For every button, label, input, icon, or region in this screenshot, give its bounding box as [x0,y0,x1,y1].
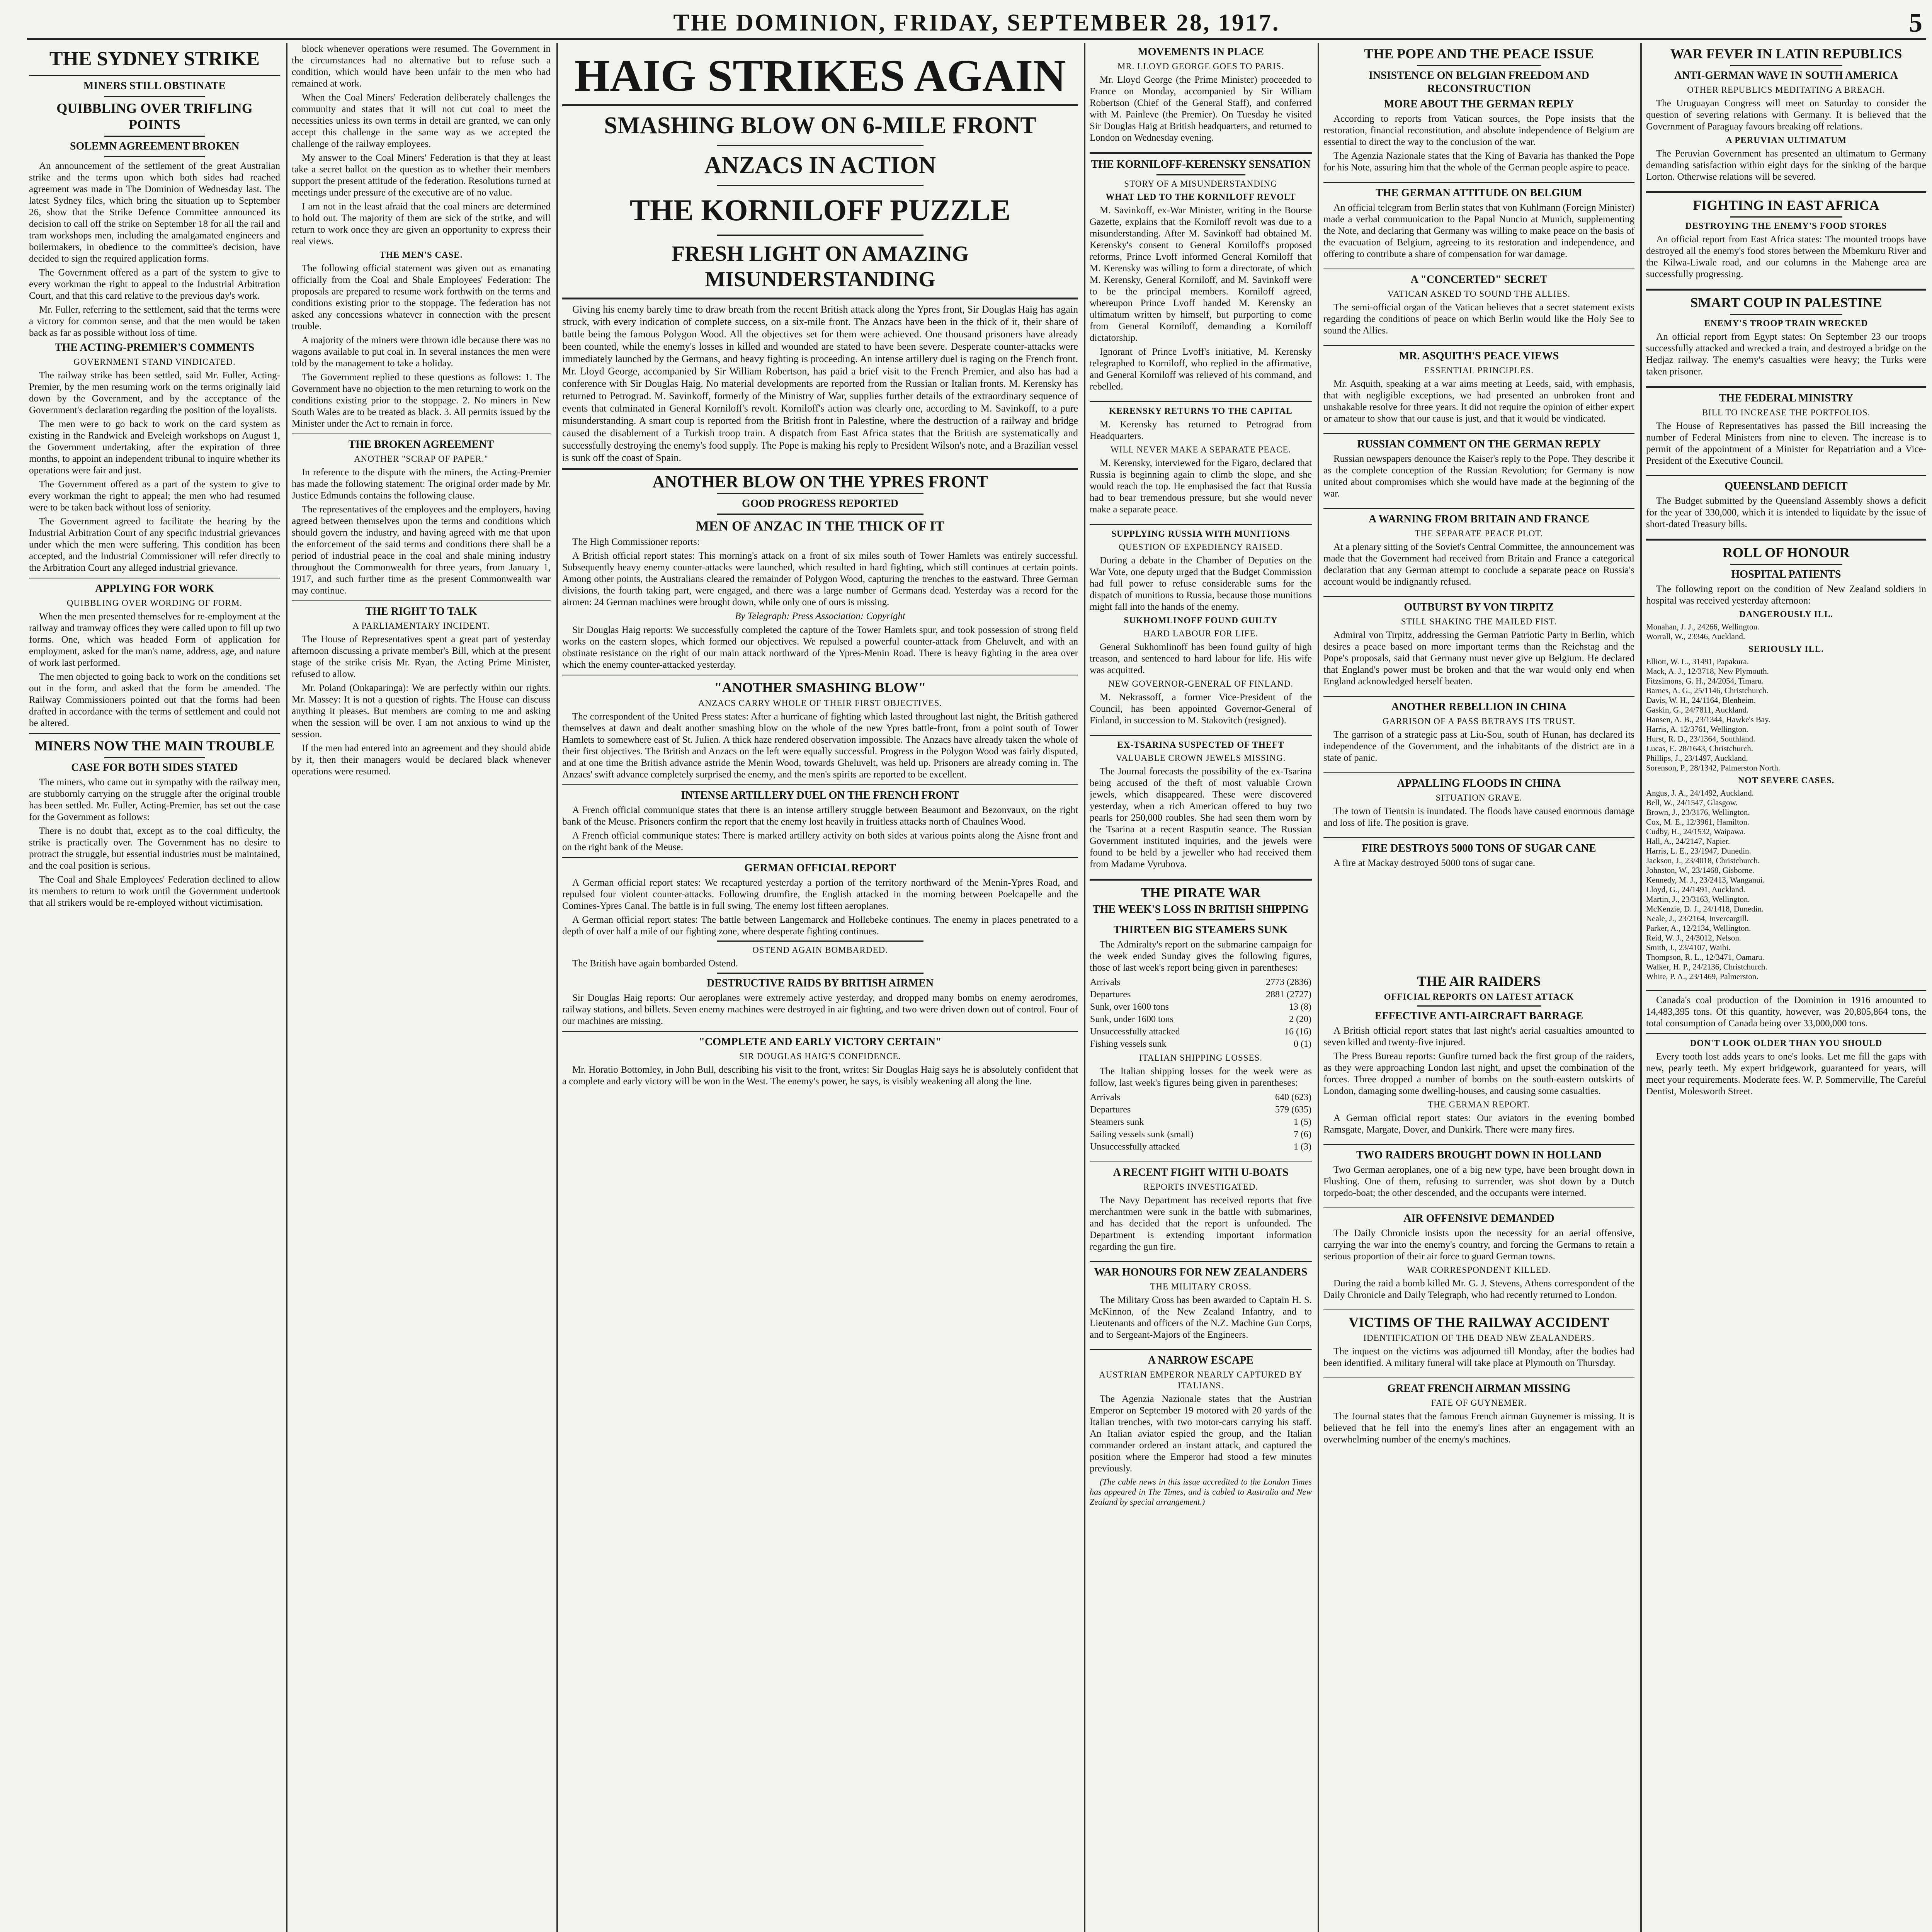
subhead: A RECENT FIGHT WITH U-BOATS [1113,1167,1289,1179]
paragraph: A British official report states that last night's aerial casualties amounted to seven killed and twenty-five injured. [1323,1026,1634,1048]
subhead: GREAT FRENCH AIRMAN MISSING [1387,1383,1571,1395]
paragraph: Mr. Horatio Bottomley, in John Bull, describing his visit to the front, writes: Sir Douglas Haig says he is absolutely confident that a complete and early victory will be won in the West. The enemy's power, he says, is visibly weakening all along the line. [562,1065,1078,1087]
paragraph: M. Savinkoff, ex-War Minister, writing in the Bourse Gazette, explains that the Korniloff revolt was due to a misunderstanding. After M. Savinkoff had obtained M. Kerensky's consent to General Korniloff's proposed reforms, Prince Lvoff informed General Korniloff that M. Kerensky was willing to form a directorate, of which M. Kerensky, General Korniloff, and M. Savinkoff were to be the principal members. Korniloff agreed, whereupon Prince Lvoff handed M. Kerensky an ultimatum written by himself, but purporting to come from General Korniloff, demanding a Korniloff dictatorship. [1090,205,1312,343]
table-row: Arrivals 640 (623) [1090,1092,1311,1102]
subhead: WHAT LED TO THE KORNILOFF REVOLT [1105,192,1296,202]
subhead: GOVERNMENT STAND VINDICATED. [73,357,236,367]
column-rule [286,43,287,1932]
paragraph: Sir Douglas Haig reports: Our aeroplanes were extremely active yesterday, and dropped many bombs on enemy aerodromes, railway stations, and billets. Seven enemy machines were destroyed in air fighting, and two were driven down out of control. Four of our machines are missing. [562,993,1078,1026]
subhead: SITUATION GRAVE. [1435,793,1522,803]
paragraph: Mr. Fuller, referring to the settlement, said that the terms were a victory for common sense, and that the men would be taken back as far as possible without loss of time. [29,304,280,338]
table-row: Arrivals 2773 (2836) [1090,977,1311,987]
subhead: SMART COUP IN PALESTINE [1690,295,1882,310]
subhead: DESTRUCTIVE RAIDS BY BRITISH AIRMEN [706,977,934,989]
subhead: QUIBBLING OVER WORDING OF FORM. [66,598,243,608]
table-row: Sailing vessels sunk (small) 7 (6) [1090,1129,1311,1139]
subhead: WAR FEVER IN LATIN REPUBLICS [1670,46,1902,61]
paragraph: A British official report states: This morning's attack on a front of six miles south of Tower Hamlets was entirely successful. Subsequently heavy enemy counter-attacks were launched, which resulted in hard fighting, which still continues at certain points. Among other points, the Australians cleared the remainder of Polygon Wood, capturing the trenches to the eastward. Three German divisions, the fourth taking part, were engaged, and there was a large number of Germans dead. Yesterday was a record for the airmen: 24 German machines were brought down, while only one of ours is missing. [562,551,1078,607]
subhead: AIR OFFENSIVE DEMANDED [1403,1213,1554,1225]
story-air-raiders [1323,973,1634,1136]
paragraph: M. Kerensky, interviewed for the Figaro, declared that Russia is beginning again to climb the slope, and she would reach the top. He emphasised the fact that Russia had to bear tremendous pressure, but she would never make a separate peace. [1090,458,1312,515]
paragraph: Mr. Lloyd George (the Prime Minister) proceeded to France on Monday, accompanied by Sir William Robertson (Chief of the General Staff), and conferred with M. Painleve (the Premier). On Tuesday he visited Sir Douglas Haig at British headquarters, and returned to London on Wednesday evening. [1090,75,1312,143]
subhead: VICTIMS OF THE RAILWAY ACCIDENT [1349,1315,1609,1330]
table-row: Sunk, over 1600 tons 13 (8) [1090,1002,1311,1012]
subhead: SERIOUSLY ILL. [1748,644,1824,654]
story-movements [1090,46,1312,144]
story-narrow-escape [1090,1354,1312,1507]
paragraph: The Government agreed to facilitate the hearing by the Industrial Arbitration Court of any specific industrial grievances under which the men were suffering. This condition has been accepted, and the Industrial Commissioner will refer directly to the Arbitration Court any alleged industrial grievance. [29,516,280,573]
paragraph: There is no doubt that, except as to the coal difficulty, the strike is practically over. The Government has no desire to protract the struggle, but essential industries must be maintained, and the coal position is serious. [29,826,280,871]
paragraph: The Uruguayan Congress will meet on Saturday to consider the question of severing relations with Germany. It is believed that the Government of Paraguay favours breaking off relations. [1646,98,1926,132]
advert-headline: DON'T LOOK OLDER THAN YOU SHOULD [1690,1038,1883,1048]
list-item: Brown, J., 23/3176, Wellington. [1646,808,1750,817]
subhead: A PARLIAMENTARY INCIDENT. [352,621,490,631]
subhead: BILL TO INCREASE THE PORTFOLIOS. [1702,408,1871,417]
subhead: MORE ABOUT THE GERMAN REPLY [1384,98,1574,110]
subhead: SIR DOUGLAS HAIG'S CONFIDENCE. [739,1051,901,1061]
paragraph: The men were to go back to work on the card system as existing in the Randwick and Eveleigh workshops on August 1, the Government undertaking, after the expiration of three months, to appoint an independent tribunal to inquire whether its operations were fair and just. [29,419,280,476]
table-row: Unsuccessfully attacked 16 (16) [1090,1027,1311,1037]
story-belgium [1323,187,1634,260]
story-two-raiders [1323,1149,1634,1199]
list-item: Harris, L. E., 23/1947, Dunedin. [1646,846,1751,855]
story-haig-strikes-again [562,51,1078,1087]
paragraph: The British have again bombarded Ostend. [572,958,738,969]
subhead: EX-TSARINA SUSPECTED OF THEFT [1117,740,1284,750]
paragraph: A German official report states: We recaptured yesterday a portion of the territory northward of the Menin-Ypres Road, and repulsed four violent counter-attacks. Following drumfire, the English attacked in the morning between Poelcapelle and the Comines-Ypres Canal. The battle is in full swing. The enemy lost fifteen aeroplanes. [562,878,1078,911]
paragraph: block whenever operations were resumed. The Government in the circumstances had no alternative but to refuse such a condition, which would have been unfair to the men who had remained at work. [292,44,551,89]
story-warning [1323,513,1634,588]
subhead: MOVEMENTS IN PLACE [1138,46,1264,58]
subhead: ITALIAN SHIPPING LOSSES. [1139,1053,1263,1063]
deck: MINERS STILL OBSTINATE [83,80,226,92]
paragraph: A French official communique states: There is marked artillery activity on both sides at various points along the Aisne front and on the right bank of the Meuse. [562,830,1078,852]
italian-shipping-table [1090,1091,1312,1153]
headline-deck: THE KORNILOFF PUZZLE [629,193,1011,227]
subhead: ENEMY'S TROOP TRAIN WRECKED [1704,318,1868,328]
paragraph: M. Kerensky has returned to Petrograd from Headquarters. [1090,419,1312,441]
list-item: Hurst, R. D., 23/1364, Southland. [1646,734,1755,743]
table-row: Steamers sunk 1 (5) [1090,1117,1311,1127]
paragraph: An announcement of the settlement of the great Australian strike and the terms upon which both sides had reached agreement was made in The Dominion of Wednesday last. The latest Sydney files, which bring the situation up to September 26, show that the Strike Defence Committee announced its decision to call off the strike on September 18 for all the rail and tram workshops men, including the amalgamated engineers and boilermakers, in obedience to the committee's decision, have decided to sign the required application forms. [29,161,280,264]
advert-text: Every tooth lost adds years to one's looks. Let me fill the gaps with new, pearly teeth. My expert bridgework, guaranteed for years, will meet your requirements. Moderate fees. W. P. Sommerville, The Careful Dentist, Molesworth Street. [1646,1051,1926,1097]
paragraph: The Journal forecasts the possibility of the ex-Tsarina being accused of the theft of most valuable Crown jewels, which disappeared. These were discovered yesterday, when a rich American offered to buy two pearls for 250,000 roubles. She had seen them worn by the Tsarina at a recent Rasputin seance. The Russian Government instituted inquiries, and the jewels were found to be held by a jeweller who had received them from Madame Vyrubova. [1090,766,1312,869]
paragraph: During the raid a bomb killed Mr. G. J. Stevens, Athens correspondent of the Daily Chronicle and Daily Telegraph, who had recently returned to London. [1323,1278,1634,1300]
story-china-rebellion [1323,701,1634,764]
list-item: Angus, J. A., 24/1492, Auckland. [1646,788,1754,798]
paragraph: The Military Cross has been awarded to Captain H. S. McKinnon, of the New Zealand Infantry, and to Lieutenants and officers of the N.Z. Machine Gun Corps, and to Sergeant-Majors of the Engineers. [1090,1295,1312,1340]
subhead: HARD LABOUR FOR LIFE. [1143,629,1259,638]
list-item: Mack, A. J., 12/3718, New Plymouth. [1646,667,1769,676]
subhead: NOT SEVERE CASES. [1738,776,1835,785]
list-item: Hansen, A. B., 23/1344, Hawke's Bay. [1646,715,1770,724]
paragraph: The Government replied to these questions as follows: 1. The Government have no objection to the men returning to work on the conditions existing prior to the stoppage. 2. No miners in New South Wales are to be treated as black. 3. All permits issued by the Minister under the Act to remain in force. [292,372,551,429]
subhead: QUEENSLAND DEFICIT [1725,480,1848,492]
subhead: FATE OF GUYNEMER. [1431,1398,1527,1408]
paragraph: According to reports from Vatican sources, the Pope insists that the restoration, financial reconstitution, and absolute independence of Belgium are essential to direct the way to the conclusion of the war. [1323,114,1634,147]
list-item: Davis, W. H., 24/1164, Blenheim. [1646,696,1756,705]
table-row: Departures 2881 (2727) [1090,990,1311,1000]
subhead: EFFECTIVE ANTI-AIRCRAFT BARRAGE [1374,1010,1583,1022]
headline-deck: SMASHING BLOW ON 6-MILE FRONT [604,112,1036,139]
subhead: THE RIGHT TO TALK [365,605,477,617]
column-6 [1323,43,1634,963]
column-7 [1646,43,1926,1932]
paragraph: The Agenzia Nazionale states that the Austrian Emperor on September 19 motored with 20 yards of the Italian trenches, with two motor-cars carrying his staff. An Italian aviator espied the group, and the Italian commander ordered an instant attack, and captured the position where the Emperor had stood a few minutes previously. [1090,1394,1312,1474]
paragraph: The men objected to going back to work on the conditions set out in the form, and asked that the form be amended. The Railway Commissioners pointed out that the forms had been drafted in accordance with the terms of settlement and could not be altered. [29,672,280,728]
paragraph: The Admiralty's report on the submarine campaign for the week ended Sunday gives the following figures, those of last week's report being given in parentheses: [1090,939,1312,973]
subhead: WAR CORRESPONDENT KILLED. [1407,1265,1551,1275]
story-war-honours [1090,1266,1312,1341]
subhead: THE PIRATE WAR [1141,885,1261,900]
subhead: GARRISON OF A PASS BETRAYS ITS TRUST. [1382,716,1576,726]
story-air-offensive [1323,1212,1634,1301]
paragraph: An official telegram from Berlin states that von Kuhlmann (Foreign Minister) made a verbal communication to the Papal Nuncio at Munich, supplementing the Note, and declaring that Germany was willing to make peace on the basis of the evacuation of Belgium, agreeing to its restoration and independence, and offering to contribute a share of compensation for war damage. [1323,202,1634,259]
subhead: "ANOTHER SMASHING BLOW" [714,680,926,695]
subhead: ANTI-GERMAN WAVE IN SOUTH AMERICA [1674,70,1898,82]
story-railway-accident [1323,1314,1634,1369]
column-1 [29,43,280,1932]
paragraph: When the Coal Miners' Federation deliberately challenges the community and states that it will not cut coal to meet the necessities unless its own terms in detail are granted, we can only accept this challenge in the same way as we accepted the challenge of the railway employees. [292,92,551,149]
subhead: MEN OF ANZAC IN THE THICK OF IT [696,518,945,534]
subhead: SUKHOMLINOFF FOUND GUILTY [1124,616,1278,625]
subhead: "COMPLETE AND EARLY VICTORY CERTAIN" [699,1036,942,1048]
list-item: Worrall, W., 23346, Auckland. [1646,632,1745,641]
paragraph: A French official communique states that there is an intense artillery struggle between Beaumont and Bezonvaux, on the right bank of the Meuse. Prisoners confirm the report that the enemy lost heavily in fruitless attacks north of Chaulnes Wood. [562,805,1078,827]
paragraph: I am not in the least afraid that the coal miners are determined to hold out. The majority of them are sick of the strike, and will return to work once they are given an opportunity to express their real views. [292,201,551,247]
table-row: Departures 579 (635) [1090,1105,1311,1115]
paragraph: The following report on the condition of New Zealand soldiers in hospital was received yesterday afternoon: [1646,584,1926,606]
story-concerted-secret [1323,273,1634,337]
subhead: OTHER REPUBLICS MEDITATING A BREACH. [1687,85,1885,95]
paragraph: An official report from East Africa states: The mounted troops have destroyed all the enemy's food stores between the Mbemkuru River and the Kilwa-Liwale road, and our columns in the Mahenge area are successfully progressing. [1646,234,1926,279]
paragraph: A German official report states: The battle between Langemarck and Hollebeke continues. The enemy in places penetrated to a depth of over half a mile of our fighting zone, where desperate fighting continues. [562,915,1078,937]
column-rule [1640,43,1642,1932]
column-3 [562,43,1078,1932]
paragraph: In reference to the dispute with the miners, the Acting-Premier has made the following statement: The original order made by Mr. Justice Edmunds contains the following clause. [292,467,551,501]
story-pirate-war [1090,884,1312,1153]
list-item: Cudby, H., 24/1532, Waipawa. [1646,827,1746,836]
paragraph: The Peruvian Government has presented an ultimatum to Germany demanding satisfaction within eight days for the sinking of the barque Lorton. Otherwise relations will be severed. [1646,148,1926,182]
subhead: STORY OF A MISUNDERSTANDING [1124,179,1277,189]
byline: By Telegraph: Press Association: Copyright [735,611,905,621]
paragraph: The Government offered as a part of the system to give to every workman the right to appeal; the men who had resumed were to be taken back without loss of seniority. [29,479,280,513]
paragraph: The garrison of a strategic pass at Liu-Sou, south of Hunan, has declared its independence of the Government, and the inhabitants of the district are in a state of panic. [1323,730,1634,763]
paragraph: During a debate in the Chamber of Deputies on the War Vote, one deputy urged that the Budget Commission had full power to refuse considerable sums for the dispatch of munitions to Russia, because those munitions might fall into the hands of the enemy. [1090,555,1312,612]
page-number: 5 [1909,8,1922,38]
shipping-table [1090,976,1312,1050]
paragraph: Mr. Asquith, speaking at a war aims meeting at Leeds, said, with emphasis, that with negligible exceptions, we had presented an unbroken front and unshakable resolve for three years. It did not require the opinion of either expert or amateur to show that our cause is just, and that it would be vindicated. [1323,379,1634,424]
subhead: OSTEND AGAIN BOMBARDED. [752,945,888,955]
story-tirpitz [1323,601,1634,687]
subhead: FIRE DESTROYS 5000 TONS OF SUGAR CANE [1362,842,1596,854]
subhead: MR. LLOYD GEORGE GOES TO PARIS. [1117,61,1284,71]
main-headline: HAIG STRIKES AGAIN [574,50,1066,101]
paragraph: Russian newspapers denounce the Kaiser's reply to the Pope. They describe it as the complete conception of the Russian Revolution; for Germany is now united about compromises which she would have made at the beginning of the war. [1323,454,1634,499]
list-item: Gaskin, G., 24/7811, Auckland. [1646,705,1749,714]
subhead: INSISTENCE ON BELGIAN FREEDOM AND RECONSTRUCTION [1369,70,1589,95]
list-item: Bell, W., 24/1547, Glasgow. [1646,798,1738,807]
story-korniloff [1090,158,1312,393]
paragraph: A fire at Mackay destroyed 5000 tons of sugar cane. [1333,858,1536,868]
subhead: ROLL OF HONOUR [1723,545,1850,560]
paragraph: The Agenzia Nazionale states that the King of Bavaria has thanked the Pope for his Note, assuring him that the whole of the German people aspire to peace. [1323,151,1634,173]
story-roll-of-honour [1646,544,1926,981]
deck: QUIBBLING OVER TRIFLING POINTS [56,100,253,132]
subhead: A NARROW ESCAPE [1148,1354,1254,1366]
paragraph: Canada's coal production of the Dominion in 1916 amounted to 14,483,395 tons. Of this quantity, however, was 20,805,864 tons, the total consumption of Canada being over 33,000,000 tons. [1646,995,1926,1029]
subhead: THE WEEK'S LOSS IN BRITISH SHIPPING [1093,903,1309,915]
subhead: WILL NEVER MAKE A SEPARATE PEACE. [1110,445,1291,454]
subhead: THE BROKEN AGREEMENT [348,439,494,451]
paragraph: The inquest on the victims was adjourned till Monday, after the bodies had been identified. A military funeral will take place at Plymouth on Thursday. [1323,1346,1634,1368]
story-pope [1323,46,1634,173]
list-item: Hall, A., 24/2147, Napier. [1646,837,1730,846]
subhead: THIRTEEN BIG STEAMERS SUNK [1113,924,1288,936]
paragraph: The Press Bureau reports: Gunfire turned back the first group of the raiders, as they were approaching London last night, and upset the combination of the forces. Three dropped a number of bombs on the south-eastern outskirts of London, damaging some dwelling-houses, and causing some casualties. [1323,1051,1634,1096]
list-item: Sorenson, P., 28/1342, Palmerston North. [1646,763,1781,772]
list-item: Phillips, J., 23/1497, Auckland. [1646,753,1748,763]
paragraph: The Coal and Shale Employees' Federation declined to allow its members to return to work until the Government undertook that all strikers would be re-employed without victimisation. [29,874,280,908]
list-item: Martin, J., 23/3163, Wellington. [1646,895,1750,904]
paragraph: The High Commissioner reports: [572,537,700,547]
headline-deck: ANZACS IN ACTION [704,152,936,179]
list-item: Smith, J., 23/4107, Waihi. [1646,943,1731,952]
subhead: APPALLING FLOODS IN CHINA [1397,777,1561,789]
paragraph: Mr. Poland (Onkaparinga): We are perfectly within our rights. Mr. Massey: It is not a question of rights. The House can discuss anything it pleases. But members are coming to me and asking when the session will be over. I am not anxious to wind up the session. [292,683,551,740]
subhead: GERMAN OFFICIAL REPORT [744,862,896,874]
table-row: Fishing vessels sunk 0 (1) [1090,1039,1311,1049]
column-rule [1318,43,1319,1932]
subhead: THE KORNILOFF-KERENSKY SENSATION [1091,158,1311,170]
paragraph: The Budget submitted by the Queensland Assembly shows a deficit for the year of 330,000, which it is intended to liquidate by the issue of short-dated Treasury bills. [1646,496,1926,529]
subhead: SUPPLYING RUSSIA WITH MUNITIONS [1111,529,1290,539]
paragraph: The House of Representatives spent a great part of yesterday afternoon discussing a private member's Bill, which at the present stage of the strike crisis Mr. Ryan, the Acting Prime Minister, refused to allow. [292,634,551,679]
subhead: NEW GOVERNOR-GENERAL OF FINLAND. [1108,679,1294,689]
paragraph: The miners, who came out in sympathy with the railway men, are stubbornly carrying on the struggle after the original trouble has been settled. Mr. Fuller, Acting-Premier, has set out the case for the Government as follows: [29,777,280,822]
paragraph: The Journal states that the famous French airman Guynemer is missing. It is believed that he fell into the enemy's lines after an engagement with an overwhelming number of the enemy's machines. [1323,1411,1634,1445]
subhead: VATICAN ASKED TO SOUND THE ALLIES. [1387,289,1571,299]
paragraph: The following official statement was given out as emanating officially from the Coal and Shale Employees' Federation: The proposals are prepared to resume work forthwith on the terms and conditions existing prior to the stoppage. The federation has not asked any concessions whatever in connection with the present trouble. [292,263,551,332]
list-item: Neale, J., 23/2164, Invercargill. [1646,914,1749,923]
subhead: A PERUVIAN ULTIMATUM [1726,135,1847,145]
masthead [27,7,1926,40]
subhead: HOSPITAL PATIENTS [1731,568,1841,580]
list-item: Monahan, J. J., 24266, Wellington. [1646,622,1760,631]
story-china-floods [1323,777,1634,829]
paragraph: The House of Representatives has passed the Bill increasing the number of Federal Ministers from nine to eleven. The increase is to permit of the appointment of a Minister for Repatriation and a Vice-President of the Executive Council. [1646,421,1926,466]
subhead: MR. ASQUITH'S PEACE VIEWS [1399,350,1559,362]
paragraph: A German official report states: Our aviators in the evening bombed Ramsgate, Margate, Dover, and Dunkirk. There were many fires. [1323,1113,1634,1135]
paragraph: A majority of the miners were thrown idle because there was no wagons available to put coal in. In several instances the men were told by the management to take a holiday. [292,335,551,369]
paragraph: Two German aeroplanes, one of a big new type, have been brought down in Flushing. One of them, refusing to surrender, was shot down by a Dutch torpedo-boat; the other descended, and the occupants were interned. [1323,1165,1634,1198]
list-item: Thompson, R. L., 12/3471, Oamaru. [1646,952,1764,962]
subhead: QUESTION OF EXPEDIENCY RAISED. [1119,542,1283,552]
paragraph: The Italian shipping losses for the week were as follow, last week's figures being given in parentheses: [1090,1066,1312,1088]
subhead: THE AIR RAIDERS [1417,973,1541,989]
subhead: STILL SHAKING THE MAILED FIST. [1401,617,1557,626]
story-federal-ministry [1646,392,1926,467]
list-item: Barnes, A. G., 25/1146, Christchurch. [1646,686,1769,695]
subhead: MINERS NOW THE MAIN TROUBLE [34,738,275,753]
story-queensland-deficit [1646,480,1926,530]
list-item: Lucas, E. 28/1643, Christchurch. [1646,744,1753,753]
list-item: Cox, M. E., 12/3961, Hamilton. [1646,817,1750,827]
story-russian-comment [1323,438,1634,500]
subhead: A WARNING FROM BRITAIN AND FRANCE [1369,513,1589,525]
story-tsarina [1090,740,1312,870]
column-rule [556,43,558,1932]
list-item: Reid, W. J., 24/3012, Nelson. [1646,933,1742,942]
paragraph: The representatives of the employees and the employers, having agreed between themselves upon the terms and conditions which should govern the industry, and having agreed with me that upon the enforcement of the said terms and conditions there shall be a period of industrial peace in the coal and shale mining industry throughout the Commonwealth for three years, from January 1, 1917, and such further time as the present Commonwealth war may continue. [292,504,551,596]
subhead: ESSENTIAL PRINCIPLES. [1424,366,1534,375]
paragraph: At a plenary sitting of the Soviet's Central Committee, the announcement was made that the Government had received from Britain and France a categorical declaration that any German attempt to conclude a separate peace on Russia's account would be indignantly refused. [1323,542,1634,587]
subhead: OUTBURST BY VON TIRPITZ [1404,601,1554,613]
list-item: Elliott, W. L., 31491, Papakura. [1646,657,1749,666]
subhead: KERENSKY RETURNS TO THE CAPITAL [1109,406,1293,416]
story-french-airman [1323,1382,1634,1446]
story-east-africa [1646,197,1926,280]
lead-paragraph: Giving his enemy barely time to draw breath from the recent British attack along the Ypres front, Sir Douglas Haig has again struck, with every indication of complete success, on a six-mile front. The Anzacs have been in the thick of it, their share of battle being the famous Polygon Wood. All the objectives set for them were achieved. One thousand prisoners have already been counted, while the enemy's losses in killed and wounded are stated to have been severe. Desperate counter-attacks were immediately launched by the Germans, and heavy fighting is proceeding. An intense artillery duel is raging on the French front. Mr. Lloyd George, accompanied by Sir William Robertson, has paid a brief visit to the French Premier, and also has had a conference with Sir Douglas Haig. No material developments are reported from the Russian or Italian fronts. M. Kerensky has returned to Petrograd. M. Savinkoff, formerly of the Ministry of War, supplies further details of the extraordinary sequence of events that culminated in General Korniloff's revolt. Korniloff's action was clearly one, according to M. Savinkoff, to a pure misunderstanding. A smart coup is reported from the British front in Palestine, where the destruction of a railway and bridge caused the disablement of a Turkish troop train. A dispatch from East Africa states that the British are systematically and successfully destroying the enemy's food supply. The Pope is making his reply to President Wilson's note, and a Brazilian vessel is sunk off the coast of Spain. [562,304,1078,463]
paragraph: Sir Douglas Haig reports: We successfully completed the capture of the Tower Hamlets spur, and took possession of strong field works on the eastern slopes, which formed our objectives. We repulsed a powerful counter-attack from Gheluvelt, and with an obstinate resistance on the right of our main attack northward of the Ypres-Menin Road. There is heavy fighting in the area over which the enemy counter-attacked yesterday. [562,625,1078,670]
story-sugar-fire [1323,842,1634,869]
paragraph: Admiral von Tirpitz, addressing the German Patriotic Party in Berlin, which desires a peace based on more important terms than the Reichstag and the Pope's proposals, said that Germany must never give up Belgium. He declared that England's power must be broken and that the war would only end when England acknowledged herself beaten. [1323,630,1634,687]
subhead: OFFICIAL REPORTS ON LATEST ATTACK [1384,992,1574,1002]
subhead: INTENSE ARTILLERY DUEL ON THE FRENCH FRONT [681,789,959,801]
list-item: Jackson, J., 23/4018, Christchurch. [1646,856,1760,865]
subhead: AUSTRIAN EMPEROR NEARLY CAPTURED BY ITALIANS. [1099,1370,1303,1390]
subhead: A "CONCERTED" SECRET [1410,274,1548,286]
subhead: THE MEN'S CASE. [379,250,463,260]
headline-deck: FRESH LIGHT ON AMAZING MISUNDERSTANDING [671,242,969,291]
newspaper-dateline: THE DOMINION, FRIDAY, SEPTEMBER 28, 1917. [673,10,1280,36]
subhead: THE MILITARY CROSS. [1150,1282,1252,1291]
subhead: ANOTHER "SCRAP OF PAPER." [354,454,488,464]
subhead: CASE FOR BOTH SIDES STATED [71,762,238,774]
table-row: Unsuccessfully attacked 1 (3) [1090,1142,1311,1152]
subhead: THE ACTING-PREMIER'S COMMENTS [54,342,255,354]
story-sydney-strike [29,47,280,909]
story-latin-republics [1646,46,1926,183]
column-rule [1084,43,1085,1932]
column-2 [292,43,551,1932]
story-dentist-ad [1646,1038,1926,1097]
subhead: ANOTHER REBELLION IN CHINA [1391,701,1567,713]
subhead: FIGHTING IN EAST AFRICA [1693,197,1879,213]
paragraph: An official report from Egypt states: On September 23 our troops successfully attacked and wrecked a train, and destroyed a bridge on the Hedjaz railway. The enemy's casualties were heavy; the Turks were taken prisoner. [1646,332,1926,377]
headline: THE SYDNEY STRIKE [49,48,260,70]
cable-note: (The cable news in this issue accredited to the London Times has appeared in The Times, and is cabled to Australia and New Zealand by special arrangement.) [1090,1477,1312,1507]
subhead: THE POPE AND THE PEACE ISSUE [1364,46,1594,61]
subhead: VALUABLE CROWN JEWELS MISSING. [1116,753,1286,763]
list-item: McKenzie, D. J., 24/1418, Dunedin. [1646,904,1764,913]
list-item: Johnston, W., 23/1468, Gisborne. [1646,866,1755,875]
subhead: GOOD PROGRESS REPORTED [742,498,899,510]
subhead: ANOTHER BLOW ON THE YPRES FRONT [652,472,988,491]
list-item: Walker, H. P., 24/2136, Christchurch. [1646,962,1767,971]
table-row: Sunk, under 1600 tons 2 (20) [1090,1014,1311,1024]
paragraph: The railway strike has been settled, said Mr. Fuller, Acting-Premier, by the men resuming work on the terms originally laid down by the Government, and by the acceptance of the Government's declaration regarding the position of the loyalists. [29,370,280,415]
paragraph: The correspondent of the United Press states: After a hurricane of fighting which lasted throughout last night, the British gathered themselves at dawn and dealt another smashing blow on the whole of the new Ypres battle-front, from a point south of Tower Hamlets to somewhere east of St. Julien. A thick haze rendered observation impossible. The Anzacs have already taken the whole of their first objectives. The British and Anzacs on the left were equally successful. Progress in the Polygon Wood was fairly disputed, and at one time the British advance astride the Menin Wood, towards Gheluvelt, was held up. Prisoners are already coming in. The Anzacs' swift advance completely surprised the enemy, and the men's spirits are reported to be excellent. [562,711,1078,780]
subhead: THE GERMAN REPORT. [1428,1100,1530,1109]
paragraph: My answer to the Coal Miners' Federation is that they at least take a secret ballot on the question as to whether their members support the present attitude of the federation. Resolutions turned at meetings under pressure of the executive are of no value. [292,153,551,198]
paragraph: The Government offered as a part of the system to give to every workman the right to appeal to the Industrial Arbitration Court, and that this card relative to the previous day's work. [29,267,280,301]
subhead: ANZACS CARRY WHOLE OF THEIR FIRST OBJECTIVES. [698,698,942,708]
subhead: THE FEDERAL MINISTRY [1719,392,1854,404]
story-kerensky [1090,406,1312,515]
list-item: Fitzsimons, G. H., 24/2054, Timaru. [1646,676,1764,685]
paragraph: General Sukhomlinoff has been found guilty of high treason, and sentenced to hard labour for life. His wife was acquitted. [1090,642,1312,675]
list-item: White, P. A., 23/1469, Palmerston. [1646,972,1759,981]
deck: SOLEMN AGREEMENT BROKEN [70,140,240,152]
subhead: DANGEROUSLY ILL. [1739,609,1833,619]
paragraph: The town of Tientsin is inundated. The floods have caused enormous damage and loss of life. The position is grave. [1323,806,1634,828]
paragraph: M. Nekrassoff, a former Vice-President of the Council, has been appointed Governor-General of Finland, in succession to M. Stakovitch (resigned). [1090,692,1312,726]
paragraph: The Daily Chronicle insists upon the necessity for an aerial offensive, carrying the war into the enemy's country, and forcing the Germans to retain a serious proportion of their air force to guard German towns. [1323,1228,1634,1262]
paragraph: Ignorant of Prince Lvoff's initiative, M. Kerensky telegraphed to Korniloff, who replied in the affirmative, and General Korniloff was relieved of his command, and rebelled. [1090,347,1312,392]
story-munitions [1090,529,1312,726]
list-item: Kennedy, M. J., 23/2413, Wanganui. [1646,875,1765,884]
subhead: APPLYING FOR WORK [95,583,214,595]
subhead: RUSSIAN COMMENT ON THE GERMAN REPLY [1357,438,1601,450]
subhead: WAR HONOURS FOR NEW ZEALANDERS [1094,1266,1308,1278]
subhead: THE GERMAN ATTITUDE ON BELGIUM [1376,187,1582,199]
story-palestine [1646,294,1926,378]
subhead: IDENTIFICATION OF THE DEAD NEW ZEALANDERS. [1363,1333,1595,1343]
list-item: Parker, A., 12/2134, Wellington. [1646,923,1751,933]
story-uboats [1090,1166,1312,1253]
subhead: TWO RAIDERS BROUGHT DOWN IN HOLLAND [1356,1149,1602,1161]
paragraph: When the men presented themselves for re-employment at the railway and tramway offices they were called upon to fill up two forms. One, which was headed Form of application for employment, asked for the man's name, address, age, and nature of work last performed. [29,611,280,668]
subhead: DESTROYING THE ENEMY'S FOOD STORES [1685,221,1887,231]
subhead: THE SEPARATE PEACE PLOT. [1415,529,1543,538]
list-item: Lloyd, G., 24/1491, Auckland. [1646,885,1745,894]
subhead: REPORTS INVESTIGATED. [1143,1182,1258,1192]
paragraph: If the men had entered into an agreement and they should abide by it, then their managers would be declared black whenever operations were resumed. [292,743,551,777]
story-asquith [1323,350,1634,425]
paragraph: The semi-official organ of the Vatican believes that a secret statement exists regarding the conditions of peace on which Berlin would like the Holy See to sound the Allies. [1323,302,1634,336]
column-4 [1090,43,1312,1932]
paragraph: The Navy Department has received reports that five merchantmen were sunk in the battle with submarines, and has decided that the report is unfounded. The Department is extending important information regarding the gun fire. [1090,1195,1312,1252]
story-strike-continued [292,43,551,777]
list-item: Harris, A. 12/3761, Wellington. [1646,724,1748,734]
